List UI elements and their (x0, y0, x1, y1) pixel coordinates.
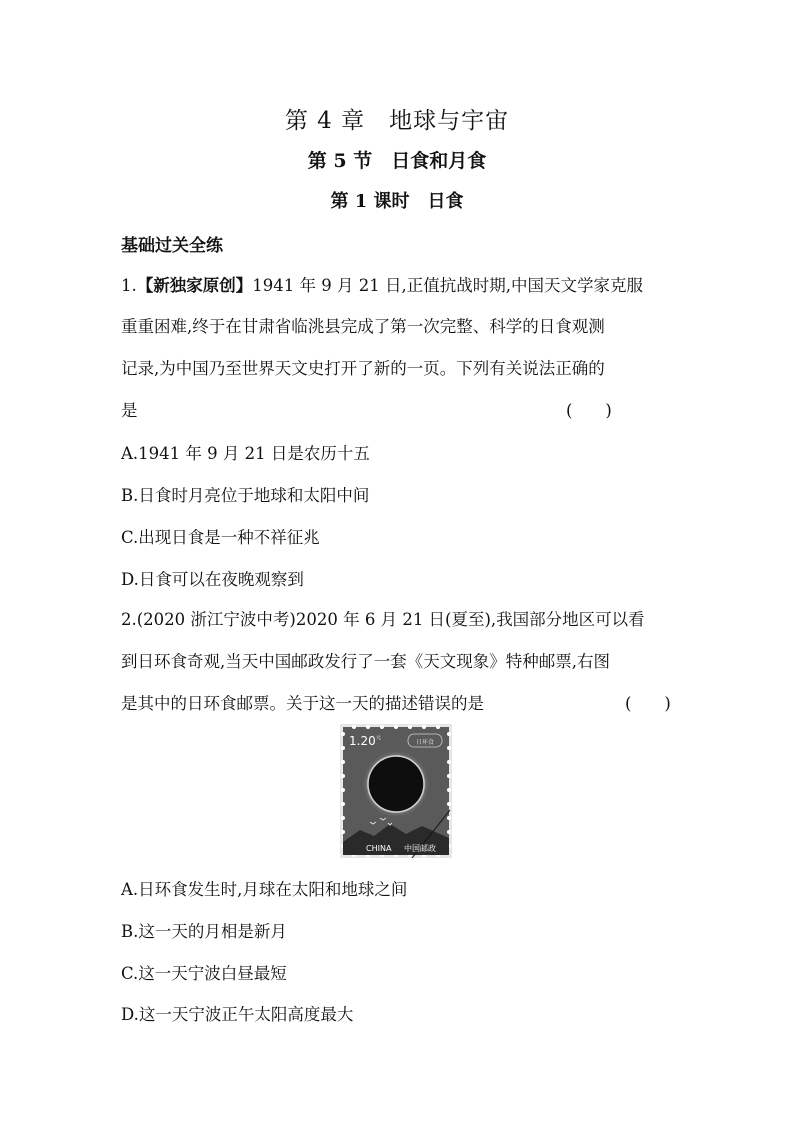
stamp-unit: 元 (376, 735, 382, 741)
q1-option-b: B.日食时月亮位于地球和太阳中间 (121, 486, 370, 505)
q2-option-a: A.日环食发生时,月球在太阳和地球之间 (121, 880, 408, 899)
q1-line-4: 是 (121, 401, 138, 420)
section-title: 第 5 节 日食和月食 (307, 150, 487, 172)
q1-number: 1. (121, 276, 137, 295)
annular-eclipse-stamp-image (340, 724, 452, 858)
q2-option-b: B.这一天的月相是新月 (121, 922, 287, 941)
q1-tag: 【新独家原创】 (136, 276, 253, 295)
q2-line-3: 是其中的日环食邮票。关于这一天的描述错误的是 (121, 694, 484, 713)
stamp-value: 1.20 (349, 734, 376, 748)
q1-text-1: 1941 年 9 月 21 日,正值抗战时期,中国天文学家克服 (252, 276, 643, 295)
q1-line-2: 重重困难,终于在甘肃省临洮县完成了第一次完整、科学的日食观测 (121, 317, 605, 336)
chapter-title: 第 4 章 地球与宇宙 (284, 108, 510, 134)
stamp-badge-text: 日环食 (415, 739, 435, 746)
q1-line-1 (121, 272, 681, 296)
q1-option-d: D.日食可以在夜晚观察到 (121, 570, 304, 589)
q1-line-3: 记录,为中国乃至世界天文史打开了新的一页。下列有关说法正确的 (121, 359, 605, 378)
q1-option-c: C.出现日食是一种不祥征兆 (121, 528, 320, 547)
q1-answer-paren: ( ) (566, 401, 612, 420)
q2-answer-paren: ( ) (625, 694, 671, 713)
q2-line-1: 2.(2020 浙江宁波中考)2020 年 6 月 21 日(夏至),我国部分地区可以看 (121, 610, 645, 629)
section-heading: 基础过关全练 (121, 236, 223, 256)
stamp-postal: 中国邮政 (404, 844, 436, 853)
q2-option-c: C.这一天宁波白昼最短 (121, 964, 287, 983)
lesson-title: 第 1 课时 日食 (330, 191, 464, 212)
q2-line-2: 到日环食奇观,当天中国邮政发行了一套《天文现象》特种邮票,右图 (121, 652, 610, 671)
q2-option-d: D.这一天宁波正午太阳高度最大 (121, 1005, 354, 1024)
stamp-country: CHINA (366, 844, 392, 853)
q1-option-a: A.1941 年 9 月 21 日是农历十五 (121, 444, 370, 463)
